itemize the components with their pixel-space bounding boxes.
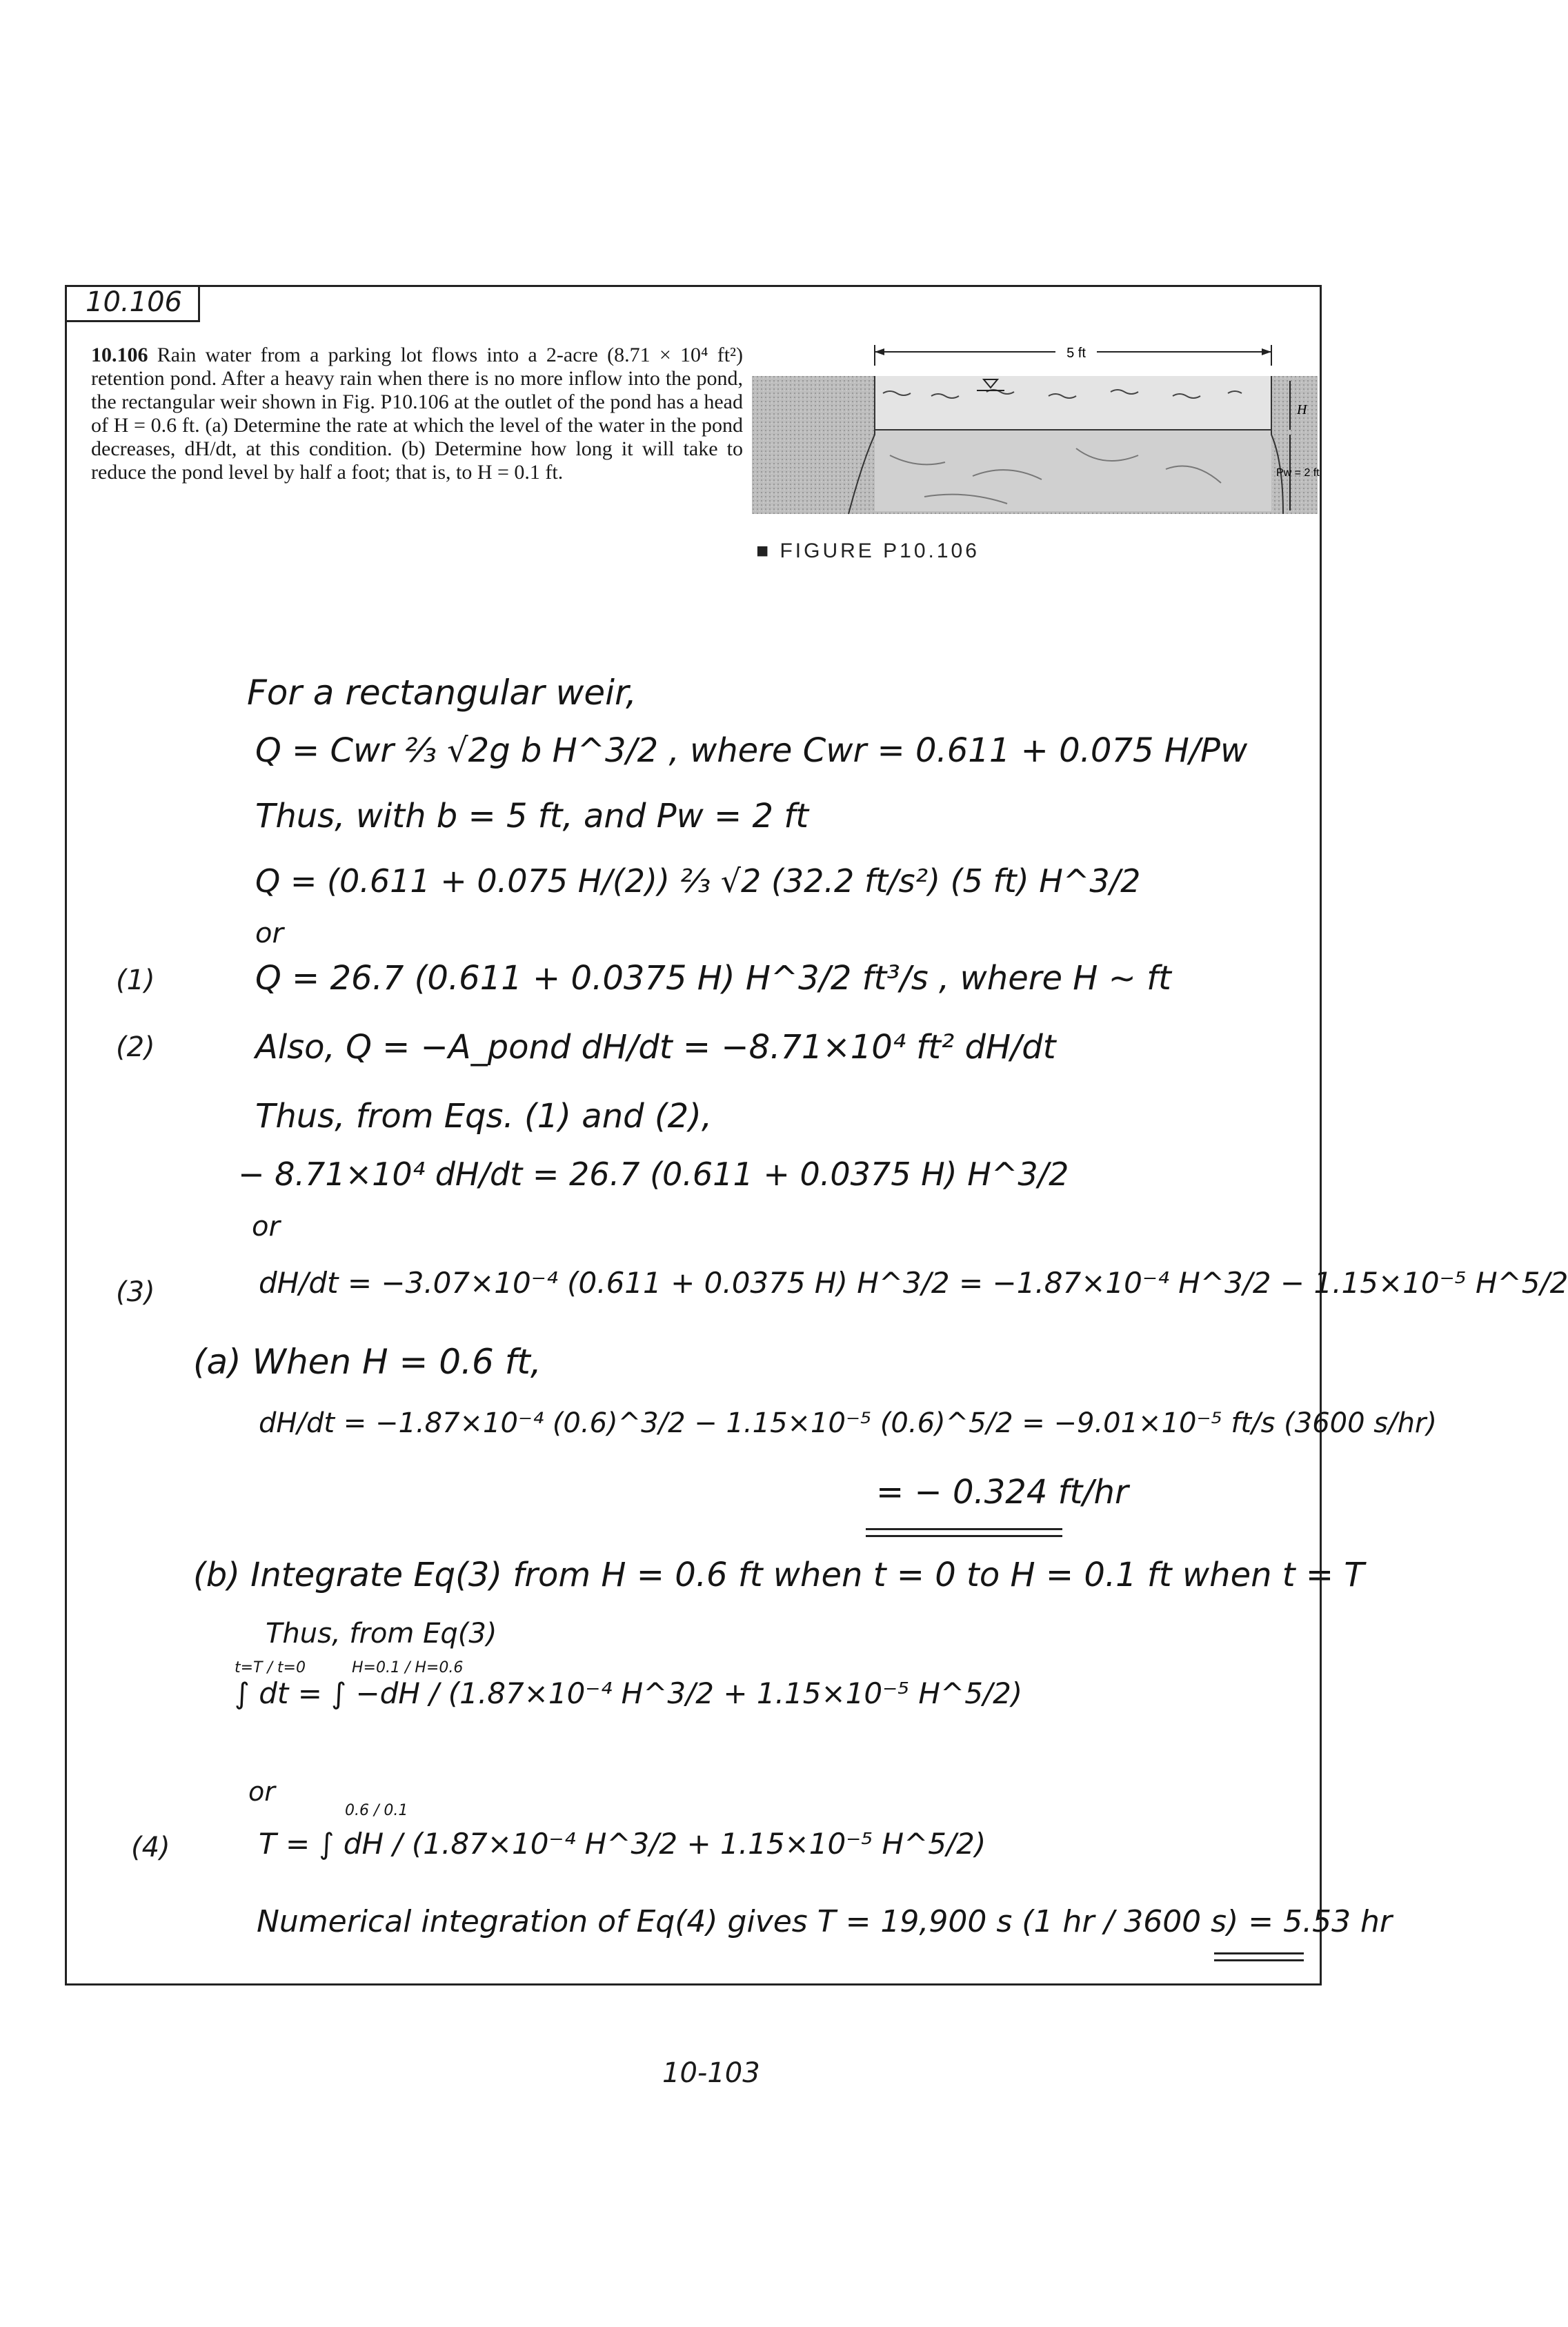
integral-setup: ∫ dt = ∫ −dH / (1.87×10⁻⁴ H^3/2 + 1.15×10⁻⁵ H^5/2): [235, 1676, 1023, 1710]
equation-1: Q = 26.7 (0.611 + 0.0375 H) H^3/2 ft³/s , where H ~ ft: [255, 959, 1171, 998]
or-3: or: [248, 1776, 275, 1807]
answer-b-underline: [1214, 1952, 1304, 1954]
answer-b-underline-2: [1214, 1959, 1304, 1961]
equation-2: Also, Q = −A_pond dH/dt = −8.71×10⁴ ft² dH/dt: [255, 1028, 1056, 1067]
eq4-number: (4): [131, 1832, 170, 1863]
combine-text: Thus, from Eqs. (1) and (2),: [255, 1097, 713, 1136]
solution-intro: For a rectangular weir,: [247, 673, 637, 713]
integral-t-limits: t=T / t=0: [235, 1659, 306, 1676]
or-1: or: [255, 918, 284, 949]
width-label: 5 ft: [1066, 346, 1086, 361]
equation-3: dH/dt = −3.07×10⁻⁴ (0.611 + 0.0375 H) H^3/2 = −1.87×10⁻⁴ H^3/2 − 1.15×10⁻⁵ H^5/2: [259, 1266, 1568, 1300]
weir-height-label: Pw = 2 ft: [1276, 467, 1320, 479]
figure-caption: ■ FIGURE P10.106: [756, 539, 980, 562]
statement-text: Rain water from a parking lot flows into a 2-acre (8.71 × 10⁴ ft²) retention pond. After a heavy rain when there is no more inflow into the pond, the rectangular weir shown in Fig. P10.106 at the outlet of the pond has a head of H = 0.6 ft. (a) Determine the rate at which the level of the water in the pond decreases, dH/dt, at this condition. (b) Determine how long it will take to reduce the pond level by half a foot; that is, to H = 0.1 ft.: [91, 344, 744, 484]
answer-a-underline: [866, 1528, 1062, 1530]
eq4-limits: 0.6 / 0.1: [345, 1802, 408, 1819]
or-2: or: [252, 1211, 280, 1242]
part-b-intro: Thus, from Eq(3): [266, 1618, 497, 1650]
head-label: H: [1297, 402, 1307, 417]
eq1-number: (1): [116, 964, 155, 996]
combined-equation: − 8.71×10⁴ dH/dt = 26.7 (0.611 + 0.0375 H) H^3/2: [238, 1156, 1069, 1193]
eq2-number: (2): [116, 1031, 155, 1063]
answer-a-underline-2: [866, 1535, 1062, 1537]
part-a-answer: = − 0.324 ft/hr: [876, 1473, 1129, 1512]
pond-weir-figure: [752, 338, 1318, 566]
part-a-calculation: dH/dt = −1.87×10⁻⁴ (0.6)^3/2 − 1.15×10⁻⁵ (0.6)^5/2 = −9.01×10⁻⁵ ft/s (3600 s/hr): [259, 1407, 1437, 1439]
problem-statement: [91, 344, 743, 484]
equation-4: T = ∫ dH / (1.87×10⁻⁴ H^3/2 + 1.15×10⁻⁵ H^5/2): [259, 1827, 986, 1861]
weir-equation: Q = Cwr ⅔ √2g b H^3/2 , where Cwr = 0.611 + 0.075 H/Pw: [255, 731, 1248, 770]
problem-number-tab: 10.106: [65, 285, 200, 322]
statement-number: 10.106: [91, 344, 148, 366]
integral-h-limits: H=0.1 / H=0.6: [352, 1659, 464, 1676]
final-result: Numerical integration of Eq(4) gives T = 19,900 s (1 hr / 3600 s) = 5.53 hr: [257, 1904, 1393, 1939]
given-values: Thus, with b = 5 ft, and Pw = 2 ft: [255, 797, 809, 835]
eq3-number: (3): [116, 1276, 155, 1308]
part-b-heading: (b) Integrate Eq(3) from H = 0.6 ft when t = 0 to H = 0.1 ft when t = T: [193, 1556, 1364, 1594]
substituted-equation: Q = (0.611 + 0.075 H/(2)) ⅔ √2 (32.2 ft/s²) (5 ft) H^3/2: [255, 862, 1141, 900]
page-number: 10-103: [662, 2057, 760, 2089]
weir-diagram: [752, 338, 1318, 545]
part-a-heading: (a) When H = 0.6 ft,: [193, 1342, 542, 1382]
